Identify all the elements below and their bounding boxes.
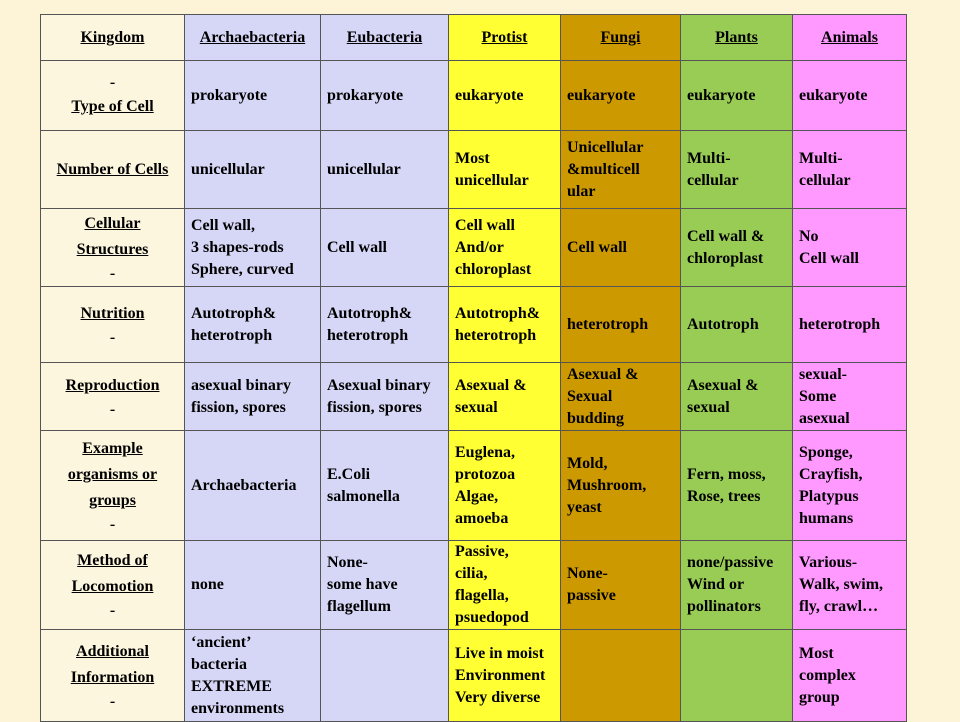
cell-text: None- passive (567, 565, 616, 604)
header-animals: Animals (793, 15, 907, 61)
cell-text: Most complex group (799, 644, 856, 706)
cell-archaebacteria (185, 287, 321, 363)
cell-animals (793, 287, 907, 363)
cell-eubacteria (321, 431, 449, 541)
cell-plants (681, 630, 793, 722)
row-dash: - (109, 264, 116, 282)
cell-archaebacteria (185, 209, 321, 287)
row-label: Example organisms or groups (67, 439, 158, 509)
cell-protist (449, 131, 561, 209)
header-row (41, 15, 907, 61)
cell-text: Asexual & Sexual budding (567, 365, 639, 427)
cell-fungi (561, 431, 681, 541)
cell-fungi (561, 541, 681, 630)
cell-plants (681, 541, 793, 630)
cell-text: E.Coli salmonella (327, 465, 400, 505)
cell-animals (793, 363, 907, 431)
cell-protist (449, 287, 561, 363)
row-dash: - (109, 328, 116, 346)
cell-eubacteria (321, 61, 449, 131)
row-label-cell (41, 431, 185, 541)
cell-eubacteria (321, 287, 449, 363)
cell-archaebacteria (185, 131, 321, 209)
cell-text: No Cell wall (799, 227, 859, 267)
cell-text: Autotroph& heterotroph (455, 304, 541, 344)
cell-plants (681, 431, 793, 541)
cell-text: sexual- Some asexual (799, 365, 850, 427)
cell-text: Cell wall (567, 238, 627, 256)
table-row (41, 61, 907, 131)
cell-protist (449, 431, 561, 541)
row-label-cell (41, 61, 185, 131)
cell-fungi (561, 630, 681, 722)
cell-animals (793, 209, 907, 287)
row-label-cell (41, 287, 185, 363)
cell-animals (793, 541, 907, 630)
cell-text: unicellular (191, 160, 265, 178)
cell-text: ‘ancient’ bacteria EXTREME environments (191, 633, 285, 717)
cell-fungi (561, 131, 681, 209)
cell-fungi (561, 61, 681, 131)
cell-text: Euglena, protozoa Algae, amoeba (455, 443, 516, 527)
cell-text: Cell wall (327, 238, 387, 256)
kingdom-comparison-table (40, 14, 907, 722)
cell-text: none (191, 576, 224, 593)
cell-animals (793, 61, 907, 131)
cell-text: Unicellular &multicell ular (567, 138, 644, 200)
cell-protist (449, 541, 561, 630)
table-row (41, 431, 907, 541)
cell-text: Asexual binary fission, spores (327, 376, 431, 416)
row-label: Number of Cells (56, 160, 169, 178)
cell-eubacteria (321, 209, 449, 287)
cell-text: Multi- cellular (799, 149, 851, 189)
cell-text: heterotroph (799, 315, 881, 333)
cell-text: Cell wall & chloroplast (687, 227, 765, 267)
row-dash: - (109, 73, 116, 91)
cell-archaebacteria (185, 541, 321, 630)
cell-eubacteria (321, 363, 449, 431)
row-dash: - (109, 400, 116, 418)
row-label-cell (41, 541, 185, 630)
cell-protist (449, 363, 561, 431)
cell-plants (681, 61, 793, 131)
cell-text: Cell wall And/or chloroplast (455, 216, 532, 278)
cell-fungi (561, 287, 681, 363)
cell-text: none/passive Wind or pollinators (687, 554, 774, 615)
cell-plants (681, 209, 793, 287)
cell-fungi (561, 209, 681, 287)
cell-text: None- some have flagellum (327, 554, 398, 615)
table-row (41, 363, 907, 431)
cell-archaebacteria (185, 61, 321, 131)
cell-text: heterotroph (567, 315, 649, 333)
row-dash: - (109, 602, 116, 619)
cell-text: asexual binary fission, spores (191, 376, 292, 416)
cell-animals (793, 630, 907, 722)
header-kingdom: Kingdom (41, 15, 185, 61)
cell-archaebacteria (185, 363, 321, 431)
cell-text: Various- Walk, swim, fly, crawl… (799, 554, 884, 615)
cell-text: Cell wall, 3 shapes-rods Sphere, curved (191, 216, 294, 278)
row-label: Reproduction (65, 376, 160, 394)
row-dash: - (109, 515, 116, 533)
cell-plants (681, 287, 793, 363)
cell-text: Live in moist Environment Very diverse (455, 644, 546, 706)
cell-text: prokaryote (327, 86, 404, 104)
cell-eubacteria (321, 541, 449, 630)
cell-plants (681, 363, 793, 431)
cell-protist (449, 630, 561, 722)
cell-text: Mold, Mushroom, yeast (567, 454, 647, 516)
cell-text: Archaebacteria (191, 476, 297, 494)
cell-protist (449, 61, 561, 131)
header-fungi: Fungi (561, 15, 681, 61)
header-archaebacteria: Archaebacteria (185, 15, 321, 61)
cell-animals (793, 431, 907, 541)
cell-text: Autotroph (687, 315, 759, 333)
table-row (41, 131, 907, 209)
table-row (41, 287, 907, 363)
cell-text: Most unicellular (455, 149, 529, 189)
cell-archaebacteria (185, 431, 321, 541)
row-label: Additional Information (70, 642, 155, 686)
cell-text: Autotroph& heterotroph (327, 304, 413, 344)
cell-text: eukaryote (567, 86, 636, 104)
table-row (41, 541, 907, 630)
cell-text: Passive, cilia, flagella, psuedopod (455, 543, 529, 626)
cell-plants (681, 131, 793, 209)
header-eubacteria: Eubacteria (321, 15, 449, 61)
row-label: Type of Cell (71, 97, 154, 115)
row-label-cell (41, 131, 185, 209)
cell-archaebacteria (185, 630, 321, 722)
row-label-cell (41, 630, 185, 722)
table-row (41, 209, 907, 287)
header-protist: Protist (449, 15, 561, 61)
cell-text: Asexual & sexual (687, 376, 759, 416)
cell-protist (449, 209, 561, 287)
cell-text: Multi- cellular (687, 149, 739, 189)
row-label-cell (41, 363, 185, 431)
row-label: Method of Locomotion (71, 552, 154, 595)
cell-text: Fern, moss, Rose, trees (687, 465, 766, 505)
cell-animals (793, 131, 907, 209)
cell-eubacteria (321, 630, 449, 722)
table-row (41, 630, 907, 722)
cell-text: prokaryote (191, 86, 268, 104)
row-label: Nutrition (80, 304, 145, 322)
row-label-cell (41, 209, 185, 287)
cell-text: eukaryote (687, 86, 756, 104)
cell-text: eukaryote (799, 86, 868, 104)
cell-fungi (561, 363, 681, 431)
cell-text: Sponge, Crayfish, Platypus humans (799, 443, 863, 527)
cell-text: eukaryote (455, 86, 524, 104)
cell-eubacteria (321, 131, 449, 209)
cell-text: unicellular (327, 160, 401, 178)
row-label: Cellular Structures (76, 214, 149, 258)
row-dash: - (109, 692, 116, 710)
header-plants: Plants (681, 15, 793, 61)
cell-text: Autotroph& heterotroph (191, 304, 277, 344)
cell-text: Asexual & sexual (455, 376, 527, 416)
